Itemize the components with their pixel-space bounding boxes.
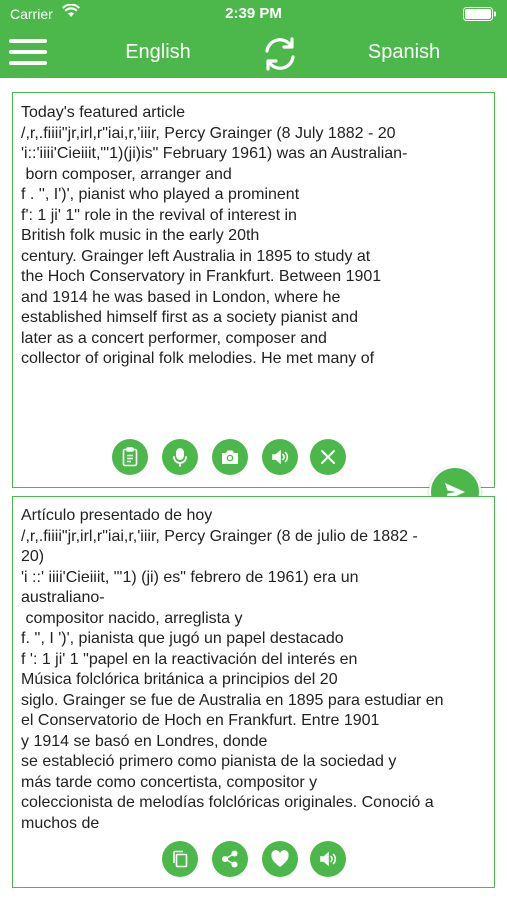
translation-panel <box>12 496 495 888</box>
speaker-icon[interactable] <box>310 841 346 877</box>
translated-text: Artículo presentado de hoy /,r,.fiiii"jr,irl,r"iai,r,'iiir, Percy Grainger (8 de julio de 1882 - 20) 'i ::' iiii'Cieiiit, "'1) (ji) es" febrero de 1961) era un australiano- compositor nacido, arreglista y f. '', I ')', pianista que jugó un papel destacado f ': 1 ji' 1 "papel en la reactivación del interés en Música folclórica británica a principios del 20 siglo. Grainger se fue de Australia en 1895 para estudiar en el Conservatorio de Hoch en Frankfurt. Entre 1901 y 1914 se basó en Londres, donde se estableció primero como pianista de la sociedad y más tarde como concertista, compositor y coleccionista de melodías folclóricas originales. Conoció a muchos de <box>21 507 444 832</box>
battery-icon <box>463 7 497 21</box>
target-language-button[interactable]: Spanish <box>367 41 441 63</box>
close-icon[interactable] <box>310 439 346 475</box>
speaker-icon[interactable] <box>262 439 298 475</box>
share-icon[interactable] <box>212 841 248 877</box>
menu-icon[interactable] <box>9 39 47 67</box>
clipboard-icon[interactable] <box>112 439 148 475</box>
heart-icon[interactable] <box>262 841 298 877</box>
carrier-label: Carrier <box>10 6 53 22</box>
nav-bar <box>0 28 507 78</box>
source-language-button[interactable]: English <box>125 41 191 63</box>
swap-languages-icon[interactable] <box>259 33 301 75</box>
copy-icon[interactable] <box>162 841 198 877</box>
source-text[interactable]: Today's featured article /,r,.fiiii"jr,irl,r"iai,r,'iiir, Percy Grainger (8 July 1882 - 20 'i::'iiii'Cieiiit,"'1)(ji)is" February 1961) was an Australian- born composer, arranger and f . '', I')', pianist who played a prominent f': 1 ji' 1" role in the revival of interest in British folk music in the early 20th century. Grainger left Australia in 1895 to study at the Hoch Conservatory in Frankfurt. Between 1901 and 1914 he was based in London, where he established himself first as a society pianist and later as a concert performer, composer and collector of original folk melodies. He met many of <box>21 104 408 367</box>
microphone-icon[interactable] <box>162 439 198 475</box>
clock: 2:39 PM <box>225 5 282 22</box>
source-text-panel <box>12 92 495 488</box>
status-bar <box>0 0 507 28</box>
camera-icon[interactable] <box>212 439 248 475</box>
